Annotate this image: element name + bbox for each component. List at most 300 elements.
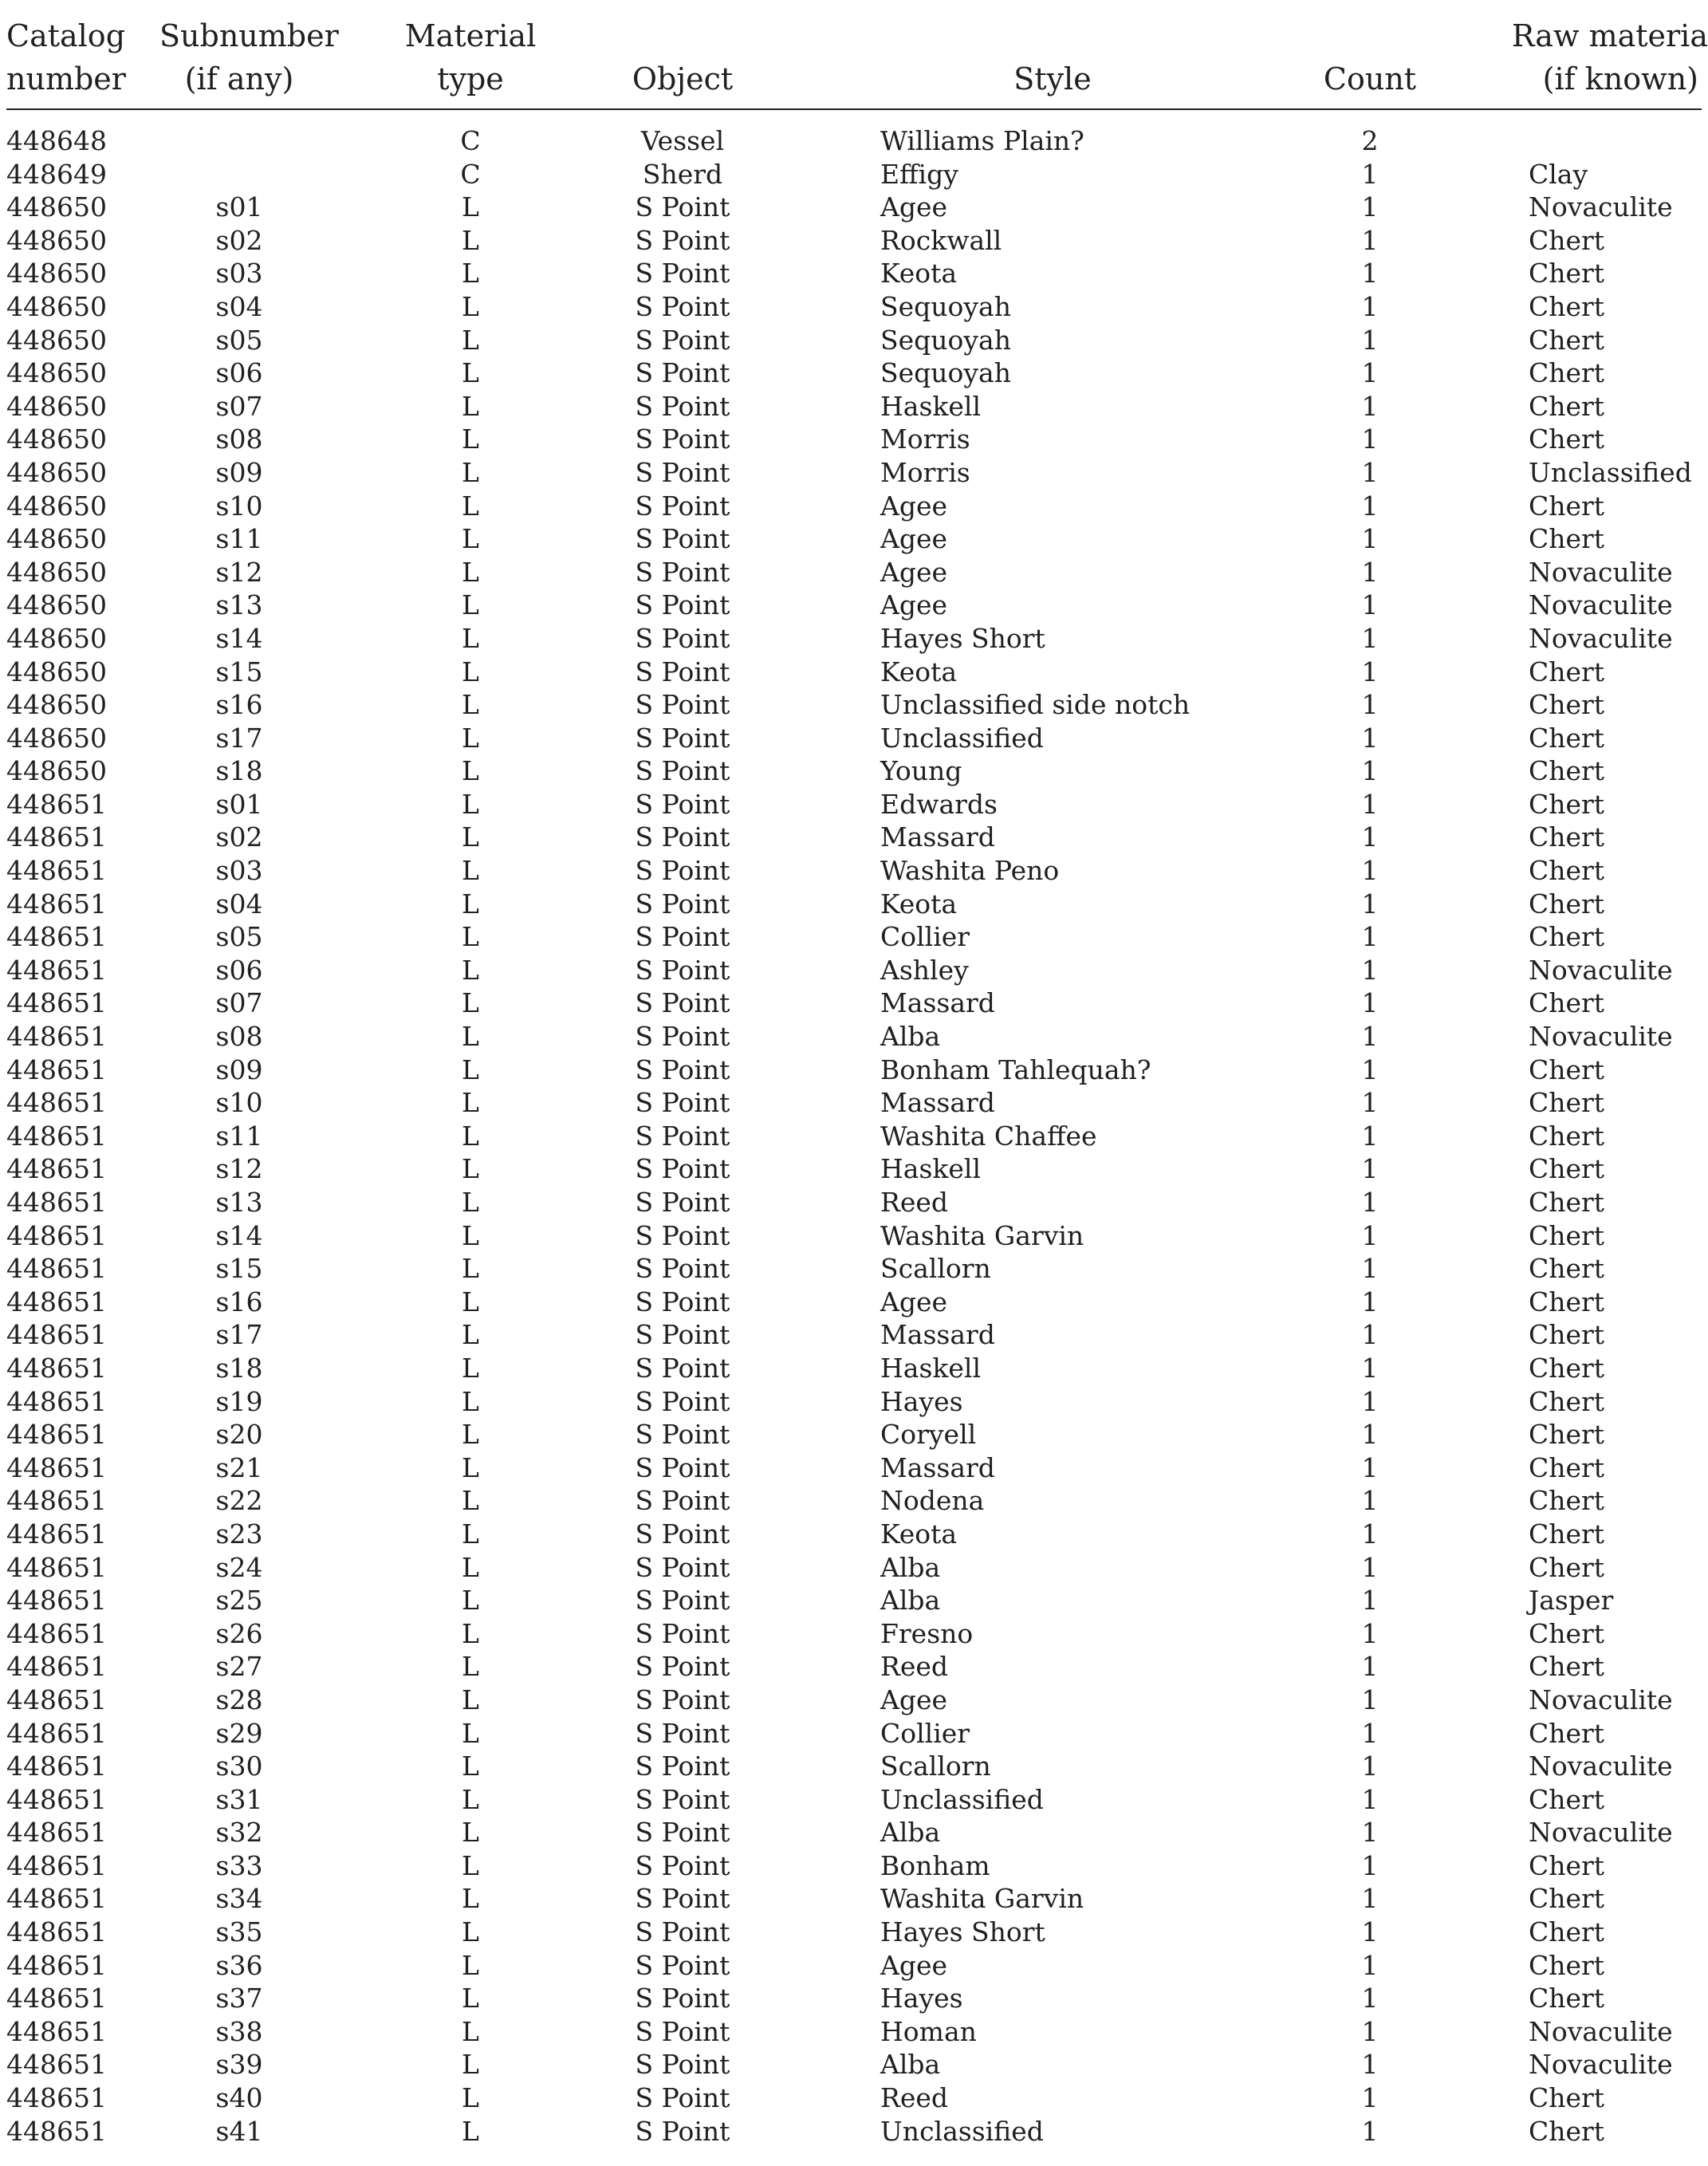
cell-material-type-text: L bbox=[462, 622, 479, 654]
cell-material-type-text: L bbox=[462, 1883, 479, 1915]
cell-raw-material: Chert bbox=[1529, 1187, 1605, 1218]
cell-style: Edwards bbox=[880, 788, 998, 820]
cell-count-text: 1 bbox=[1361, 556, 1379, 588]
cell-catalog-number: 448650 bbox=[6, 722, 107, 754]
cell-object-text: S Point bbox=[635, 1585, 730, 1617]
header-material-line1: Material bbox=[404, 18, 537, 53]
cell-material-type-text: L bbox=[462, 888, 479, 920]
cell-catalog-number: 448651 bbox=[6, 1419, 107, 1451]
cell-subnumber-text: s27 bbox=[215, 1651, 263, 1683]
cell-style: Massard bbox=[880, 987, 995, 1019]
cell-raw-material: Chert bbox=[1529, 656, 1605, 687]
cell-raw-material: Chert bbox=[1529, 1983, 1605, 2014]
cell-catalog-number: 448651 bbox=[6, 1352, 107, 1384]
table-row bbox=[0, 1949, 1708, 1983]
cell-raw-material: Chert bbox=[1529, 1153, 1605, 1185]
cell-subnumber-text: s09 bbox=[215, 1053, 263, 1085]
cell-material-type-text: L bbox=[462, 1451, 479, 1483]
cell-catalog-number: 448651 bbox=[6, 921, 107, 953]
cell-object-text: S Point bbox=[635, 788, 730, 820]
cell-count-text: 1 bbox=[1361, 1684, 1379, 1715]
cell-style: Washita Garvin bbox=[880, 1883, 1084, 1915]
cell-subnumber-text: s33 bbox=[215, 1849, 263, 1881]
header-catalog-number bbox=[6, 14, 126, 100]
cell-catalog-number: 448651 bbox=[6, 1153, 107, 1185]
cell-material-type-text: L bbox=[462, 191, 479, 223]
cell-object-text: S Point bbox=[635, 589, 730, 621]
table-row bbox=[0, 1617, 1708, 1651]
cell-style: Sequoyah bbox=[880, 357, 1011, 389]
cell-count-text: 1 bbox=[1361, 1783, 1379, 1815]
cell-catalog-number: 448650 bbox=[6, 656, 107, 687]
cell-material-type-text: L bbox=[462, 2049, 479, 2081]
cell-catalog-number: 448651 bbox=[6, 1253, 107, 1285]
cell-subnumber-text: s13 bbox=[215, 1187, 263, 1218]
cell-object-text: S Point bbox=[635, 855, 730, 887]
cell-raw-material: Novaculite bbox=[1529, 191, 1673, 223]
cell-subnumber-text: s05 bbox=[215, 324, 263, 356]
header-catalog-line1: Catalog bbox=[6, 18, 126, 53]
table-row bbox=[0, 1318, 1708, 1352]
cell-count-text: 1 bbox=[1361, 1153, 1379, 1185]
cell-count-text: 1 bbox=[1361, 1949, 1379, 1981]
cell-subnumber-text: s01 bbox=[215, 191, 263, 223]
cell-material-type-text: L bbox=[462, 324, 479, 356]
cell-raw-material: Novaculite bbox=[1529, 2015, 1673, 2047]
table-row bbox=[0, 1783, 1708, 1817]
cell-count-text: 1 bbox=[1361, 1751, 1379, 1782]
cell-material-type-text: L bbox=[462, 821, 479, 853]
cell-subnumber-text: s17 bbox=[215, 722, 263, 754]
cell-style: Morris bbox=[880, 423, 970, 455]
cell-subnumber-text: s17 bbox=[215, 1319, 263, 1351]
cell-catalog-number: 448650 bbox=[6, 523, 107, 555]
cell-count-text: 1 bbox=[1361, 1485, 1379, 1517]
cell-subnumber-text: s16 bbox=[215, 1286, 263, 1317]
cell-catalog-number: 448651 bbox=[6, 1783, 107, 1815]
table-row bbox=[0, 1584, 1708, 1617]
header-object-line2: Object bbox=[632, 61, 734, 96]
cell-style: Alba bbox=[880, 1551, 941, 1583]
cell-subnumber-text: s16 bbox=[215, 689, 263, 721]
cell-material-type-text: L bbox=[462, 1352, 479, 1384]
cell-count-text: 1 bbox=[1361, 1120, 1379, 1152]
cell-count-text: 1 bbox=[1361, 2015, 1379, 2047]
table-row bbox=[0, 1385, 1708, 1419]
header-style-line1 bbox=[973, 14, 1132, 57]
cell-catalog-number: 448650 bbox=[6, 290, 107, 322]
cell-subnumber-text: s02 bbox=[215, 821, 263, 853]
cell-catalog-number: 448651 bbox=[6, 1883, 107, 1915]
cell-raw-material: Chert bbox=[1529, 1717, 1605, 1749]
cell-object-text: S Point bbox=[635, 755, 730, 787]
cell-object-text: S Point bbox=[635, 2082, 730, 2114]
table-row bbox=[0, 1916, 1708, 1949]
table-row bbox=[0, 1982, 1708, 2015]
cell-material-type-text: L bbox=[462, 2082, 479, 2114]
cell-object-text: S Point bbox=[635, 2115, 730, 2147]
cell-object-text: S Point bbox=[635, 490, 730, 522]
header-catalog-line2: number bbox=[6, 61, 126, 96]
cell-object-text: S Point bbox=[635, 1120, 730, 1152]
header-raw-line1: Raw materia bbox=[1511, 18, 1708, 53]
cell-object-text: S Point bbox=[635, 2015, 730, 2047]
cell-subnumber-text: s34 bbox=[215, 1883, 263, 1915]
cell-raw-material: Chert bbox=[1529, 921, 1605, 953]
cell-catalog-number: 448651 bbox=[6, 1983, 107, 2014]
cell-subnumber-text: s41 bbox=[215, 2115, 263, 2147]
cell-count-text: 1 bbox=[1361, 2049, 1379, 2081]
cell-subnumber-text: s18 bbox=[215, 755, 263, 787]
table-row bbox=[0, 1053, 1708, 1087]
cell-material-type-text: L bbox=[462, 1684, 479, 1715]
cell-subnumber-text: s01 bbox=[215, 788, 263, 820]
cell-object-text: S Point bbox=[635, 1451, 730, 1483]
header-count bbox=[1290, 14, 1450, 100]
cell-material-type-text: L bbox=[462, 456, 479, 488]
cell-catalog-number: 448651 bbox=[6, 1385, 107, 1417]
cell-object-text: S Point bbox=[635, 1783, 730, 1815]
cell-object-text: S Point bbox=[635, 1153, 730, 1185]
cell-raw-material: Chert bbox=[1529, 1053, 1605, 1085]
cell-material-type-text: L bbox=[462, 1783, 479, 1815]
cell-catalog-number: 448650 bbox=[6, 390, 107, 422]
cell-raw-material: Chert bbox=[1529, 821, 1605, 853]
cell-style: Reed bbox=[880, 2082, 949, 2114]
cell-object-text: S Point bbox=[635, 2049, 730, 2081]
cell-catalog-number: 448651 bbox=[6, 1684, 107, 1715]
cell-raw-material: Chert bbox=[1529, 1485, 1605, 1517]
cell-style: Agee bbox=[880, 589, 948, 621]
cell-material-type-text: L bbox=[462, 689, 479, 721]
cell-raw-material: Novaculite bbox=[1529, 1751, 1673, 1782]
cell-material-type-text: L bbox=[462, 1518, 479, 1550]
cell-style: Alba bbox=[880, 1021, 941, 1053]
cell-count-text: 1 bbox=[1361, 855, 1379, 887]
cell-subnumber-text: s18 bbox=[215, 1352, 263, 1384]
cell-style: Massard bbox=[880, 821, 995, 853]
table-row bbox=[0, 1717, 1708, 1751]
cell-subnumber-text: s28 bbox=[215, 1684, 263, 1715]
cell-material-type-text: L bbox=[462, 1949, 479, 1981]
cell-catalog-number: 448651 bbox=[6, 2015, 107, 2047]
cell-catalog-number: 448651 bbox=[6, 1916, 107, 1948]
cell-catalog-number: 448649 bbox=[6, 158, 107, 190]
cell-object-text: S Point bbox=[635, 1916, 730, 1948]
cell-object-text: S Point bbox=[635, 1751, 730, 1782]
cell-subnumber-text: s06 bbox=[215, 954, 263, 986]
cell-object-text: S Point bbox=[635, 1849, 730, 1881]
cell-material-type-text: L bbox=[462, 1087, 479, 1119]
table-row bbox=[0, 722, 1708, 755]
cell-material-type-text: L bbox=[462, 423, 479, 455]
cell-object-text: S Point bbox=[635, 888, 730, 920]
cell-style: Sequoyah bbox=[880, 290, 1011, 322]
cell-subnumber-text: s02 bbox=[215, 224, 263, 256]
table-row bbox=[0, 1086, 1708, 1120]
cell-style: Reed bbox=[880, 1187, 949, 1218]
cell-subnumber-text: s03 bbox=[215, 258, 263, 289]
table-row bbox=[0, 754, 1708, 788]
cell-subnumber-text: s12 bbox=[215, 1153, 263, 1185]
cell-count-text: 1 bbox=[1361, 224, 1379, 256]
table-row bbox=[0, 1882, 1708, 1916]
cell-material-type-text: L bbox=[462, 1187, 479, 1218]
cell-catalog-number: 448651 bbox=[6, 1518, 107, 1550]
cell-count-text: 1 bbox=[1361, 1385, 1379, 1417]
cell-catalog-number: 448651 bbox=[6, 1319, 107, 1351]
cell-style: Unclassified bbox=[880, 1783, 1044, 1815]
cell-material-type-text: L bbox=[462, 1751, 479, 1782]
table-row bbox=[0, 158, 1708, 191]
cell-count-text: 1 bbox=[1361, 1021, 1379, 1053]
cell-raw-material: Chert bbox=[1529, 1617, 1605, 1649]
cell-style: Washita Peno bbox=[880, 855, 1060, 887]
cell-raw-material: Chert bbox=[1529, 1949, 1605, 1981]
table-row bbox=[0, 2081, 1708, 2115]
cell-style: Morris bbox=[880, 456, 970, 488]
cell-count-text: 1 bbox=[1361, 954, 1379, 986]
cell-catalog-number: 448651 bbox=[6, 1551, 107, 1583]
cell-style: Scallorn bbox=[880, 1253, 991, 1285]
cell-count-text: 1 bbox=[1361, 1053, 1379, 1085]
table-row bbox=[0, 854, 1708, 888]
cell-count-text: 1 bbox=[1361, 1451, 1379, 1483]
cell-catalog-number: 448651 bbox=[6, 821, 107, 853]
cell-subnumber-text: s12 bbox=[215, 556, 263, 588]
cell-raw-material: Novaculite bbox=[1529, 589, 1673, 621]
cell-subnumber-text: s21 bbox=[215, 1451, 263, 1483]
table-row bbox=[0, 257, 1708, 290]
cell-material-type-text: C bbox=[460, 158, 481, 190]
cell-count-text: 1 bbox=[1361, 357, 1379, 389]
cell-subnumber-text: s19 bbox=[215, 1385, 263, 1417]
cell-object-text: S Point bbox=[635, 1352, 730, 1384]
cell-material-type-text: L bbox=[462, 1021, 479, 1053]
cell-catalog-number: 448651 bbox=[6, 1949, 107, 1981]
cell-catalog-number: 448648 bbox=[6, 125, 107, 156]
cell-raw-material: Novaculite bbox=[1529, 2049, 1673, 2081]
cell-count-text: 1 bbox=[1361, 1717, 1379, 1749]
cell-material-type-text: L bbox=[462, 987, 479, 1019]
cell-style: Keota bbox=[880, 656, 958, 687]
header-object bbox=[603, 14, 762, 100]
cell-material-type-text: L bbox=[462, 954, 479, 986]
table-row bbox=[0, 423, 1708, 456]
cell-style: Alba bbox=[880, 1817, 941, 1849]
cell-material-type-text: L bbox=[462, 1485, 479, 1517]
cell-subnumber-text: s13 bbox=[215, 589, 263, 621]
cell-object-text: S Point bbox=[635, 622, 730, 654]
cell-object-text: S Point bbox=[635, 1551, 730, 1583]
cell-count-text: 1 bbox=[1361, 589, 1379, 621]
cell-count-text: 1 bbox=[1361, 1585, 1379, 1617]
cell-count-text: 1 bbox=[1361, 456, 1379, 488]
table-row bbox=[0, 556, 1708, 589]
cell-material-type-text: L bbox=[462, 1153, 479, 1185]
header-subnumber bbox=[159, 14, 339, 100]
cell-raw-material: Chert bbox=[1529, 390, 1605, 422]
table-row bbox=[0, 324, 1708, 357]
cell-style: Homan bbox=[880, 2015, 977, 2047]
cell-catalog-number: 448650 bbox=[6, 258, 107, 289]
cell-subnumber-text: s11 bbox=[215, 523, 263, 555]
header-style bbox=[973, 14, 1132, 100]
cell-subnumber-text: s04 bbox=[215, 888, 263, 920]
cell-raw-material: Chert bbox=[1529, 1849, 1605, 1881]
cell-object-text: Vessel bbox=[640, 125, 725, 156]
cell-style: Alba bbox=[880, 2049, 941, 2081]
cell-material-type-text: L bbox=[462, 2115, 479, 2147]
cell-style: Massard bbox=[880, 1087, 995, 1119]
table-row bbox=[0, 688, 1708, 722]
cell-object-text: S Point bbox=[635, 357, 730, 389]
cell-raw-material: Novaculite bbox=[1529, 622, 1673, 654]
table-row bbox=[0, 1551, 1708, 1585]
cell-subnumber-text: s29 bbox=[215, 1717, 263, 1749]
table-row bbox=[0, 124, 1708, 158]
cell-catalog-number: 448651 bbox=[6, 1286, 107, 1317]
cell-material-type-text: L bbox=[462, 755, 479, 787]
cell-style: Ashley bbox=[880, 954, 969, 986]
cell-subnumber-text: s36 bbox=[215, 1949, 263, 1981]
cell-object-text: S Point bbox=[635, 1319, 730, 1351]
table-row bbox=[0, 1219, 1708, 1253]
cell-material-type-text: L bbox=[462, 1286, 479, 1317]
cell-raw-material: Chert bbox=[1529, 1219, 1605, 1251]
cell-material-type-text: L bbox=[462, 1120, 479, 1152]
cell-material-type-text: L bbox=[462, 258, 479, 289]
cell-style: Agee bbox=[880, 523, 948, 555]
cell-raw-material: Chert bbox=[1529, 224, 1605, 256]
table-row bbox=[0, 1484, 1708, 1518]
cell-style: Collier bbox=[880, 921, 970, 953]
cell-raw-material: Chert bbox=[1529, 755, 1605, 787]
cell-subnumber-text: s03 bbox=[215, 855, 263, 887]
cell-object-text: S Point bbox=[635, 1983, 730, 2014]
cell-material-type-text: L bbox=[462, 290, 479, 322]
cell-count-text: 1 bbox=[1361, 622, 1379, 654]
cell-count-text: 1 bbox=[1361, 158, 1379, 190]
cell-count-text: 1 bbox=[1361, 1617, 1379, 1649]
cell-style: Unclassified bbox=[880, 722, 1044, 754]
header-count-line1 bbox=[1290, 14, 1450, 57]
cell-raw-material: Chert bbox=[1529, 1419, 1605, 1451]
header-raw-line2: (if known) bbox=[1542, 61, 1698, 96]
cell-catalog-number: 448651 bbox=[6, 1219, 107, 1251]
cell-object-text: S Point bbox=[635, 1087, 730, 1119]
cell-raw-material: Chert bbox=[1529, 1551, 1605, 1583]
cell-subnumber-text: s08 bbox=[215, 423, 263, 455]
cell-catalog-number: 448650 bbox=[6, 622, 107, 654]
table-row bbox=[0, 522, 1708, 556]
table-row bbox=[0, 224, 1708, 258]
cell-count-text: 1 bbox=[1361, 755, 1379, 787]
cell-style: Unclassified bbox=[880, 2115, 1044, 2147]
cell-count-text: 1 bbox=[1361, 656, 1379, 687]
table-row bbox=[0, 622, 1708, 656]
table-row bbox=[0, 1816, 1708, 1849]
cell-style: Agee bbox=[880, 1684, 948, 1715]
cell-object-text: S Point bbox=[635, 722, 730, 754]
cell-count-text: 1 bbox=[1361, 290, 1379, 322]
cell-count-text: 1 bbox=[1361, 1087, 1379, 1119]
cell-raw-material: Chert bbox=[1529, 2115, 1605, 2147]
cell-material-type-text: L bbox=[462, 357, 479, 389]
cell-style: Young bbox=[880, 755, 962, 787]
cell-count-text: 1 bbox=[1361, 1518, 1379, 1550]
header-subnumber-line2: (if any) bbox=[184, 61, 294, 96]
cell-subnumber-text: s39 bbox=[215, 2049, 263, 2081]
header-count-line2: Count bbox=[1323, 61, 1417, 96]
cell-object-text: S Point bbox=[635, 1419, 730, 1451]
cell-catalog-number: 448651 bbox=[6, 1451, 107, 1483]
cell-count-text: 1 bbox=[1361, 1551, 1379, 1583]
cell-style: Rockwall bbox=[880, 224, 1002, 256]
cell-raw-material: Chert bbox=[1529, 888, 1605, 920]
cell-raw-material: Novaculite bbox=[1529, 556, 1673, 588]
cell-subnumber-text: s15 bbox=[215, 1253, 263, 1285]
cell-subnumber-text: s31 bbox=[215, 1783, 263, 1815]
cell-raw-material: Chert bbox=[1529, 258, 1605, 289]
cell-catalog-number: 448651 bbox=[6, 1617, 107, 1649]
cell-subnumber-text: s08 bbox=[215, 1021, 263, 1053]
cell-catalog-number: 448651 bbox=[6, 1485, 107, 1517]
cell-raw-material: Chert bbox=[1529, 987, 1605, 1019]
cell-raw-material: Chert bbox=[1529, 523, 1605, 555]
cell-catalog-number: 448651 bbox=[6, 1751, 107, 1782]
cell-raw-material: Chert bbox=[1529, 1783, 1605, 1815]
cell-material-type-text: L bbox=[462, 1419, 479, 1451]
table-body bbox=[0, 124, 1708, 2148]
cell-object-text: S Point bbox=[635, 290, 730, 322]
cell-count-text: 1 bbox=[1361, 523, 1379, 555]
table-row bbox=[0, 1152, 1708, 1186]
table-row bbox=[0, 191, 1708, 224]
table-row bbox=[0, 290, 1708, 324]
cell-count-text: 1 bbox=[1361, 1817, 1379, 1849]
cell-raw-material: Clay bbox=[1529, 158, 1588, 190]
cell-material-type-text: L bbox=[462, 1849, 479, 1881]
cell-style: Agee bbox=[880, 556, 948, 588]
cell-object-text: S Point bbox=[635, 1518, 730, 1550]
table-row bbox=[0, 490, 1708, 523]
cell-style: Haskell bbox=[880, 1352, 982, 1384]
cell-count-text: 1 bbox=[1361, 1983, 1379, 2014]
cell-catalog-number: 448650 bbox=[6, 556, 107, 588]
cell-raw-material: Novaculite bbox=[1529, 954, 1673, 986]
table-row bbox=[0, 1684, 1708, 1717]
cell-style: Sequoyah bbox=[880, 324, 1011, 356]
table-row bbox=[0, 954, 1708, 987]
cell-object-text: S Point bbox=[635, 456, 730, 488]
table-row bbox=[0, 656, 1708, 689]
cell-object-text: S Point bbox=[635, 1219, 730, 1251]
cell-count-text: 2 bbox=[1361, 125, 1379, 156]
cell-style: Massard bbox=[880, 1451, 995, 1483]
cell-catalog-number: 448650 bbox=[6, 423, 107, 455]
cell-object-text: S Point bbox=[635, 224, 730, 256]
cell-raw-material: Chert bbox=[1529, 1451, 1605, 1483]
table-row bbox=[0, 1186, 1708, 1219]
table-row bbox=[0, 888, 1708, 921]
table-row bbox=[0, 1849, 1708, 1883]
cell-count-text: 1 bbox=[1361, 788, 1379, 820]
table-row bbox=[0, 1120, 1708, 1153]
table-row bbox=[0, 1418, 1708, 1451]
cell-catalog-number: 448651 bbox=[6, 987, 107, 1019]
cell-count-text: 1 bbox=[1361, 1916, 1379, 1948]
